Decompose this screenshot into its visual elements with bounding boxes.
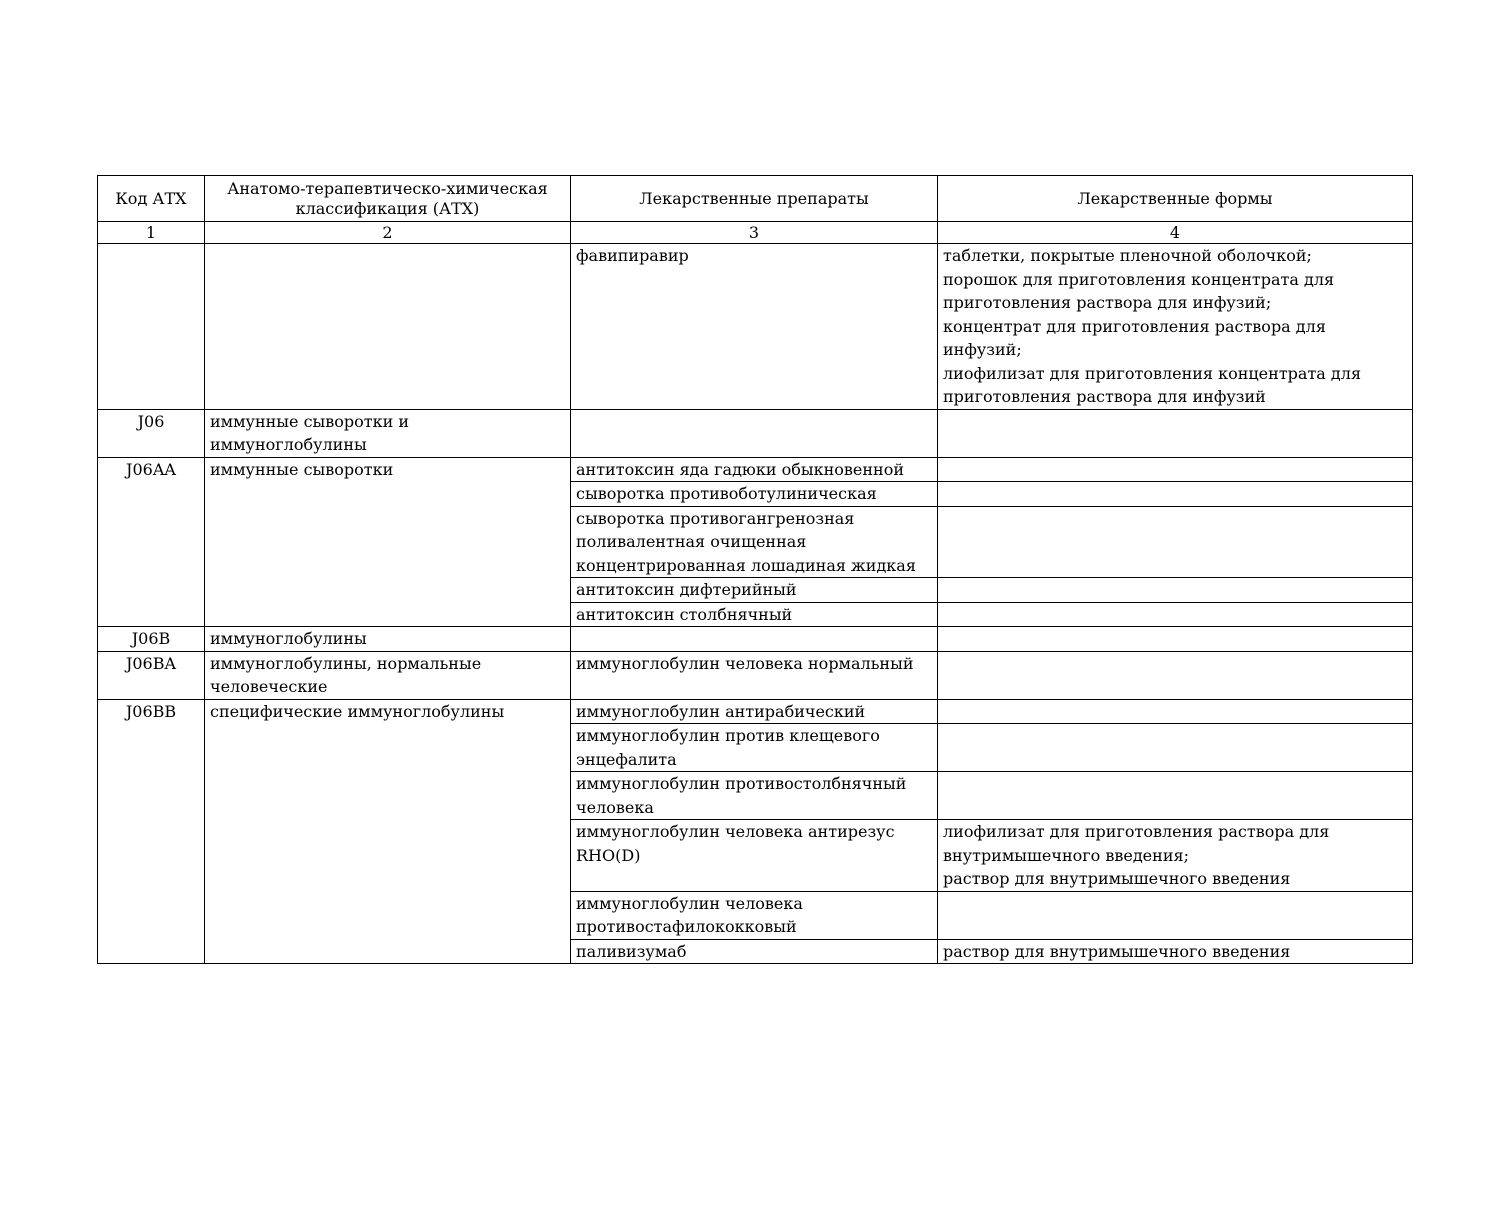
column-number-row <box>98 222 1413 244</box>
forms-cell: лиофилизат для приготовления раствора для внутримышечного введения; раствор для внутримышечного введения <box>938 820 1413 892</box>
drug-cell: антитоксин яда гадюки обыкновенной <box>571 457 938 482</box>
class-cell: иммунные сыворотки <box>205 457 571 627</box>
table-row <box>98 627 1413 652</box>
header-classification: Анатомо-терапевтическо-химическая классификация (АТХ) <box>205 176 571 222</box>
drug-cell <box>571 409 938 457</box>
class-cell: иммунные сыворотки и иммуноглобулины <box>205 409 571 457</box>
column-number: 3 <box>571 222 938 244</box>
drug-cell: сыворотка противогангренозная поливалентная очищенная концентрированная лошадиная жидкая <box>571 506 938 578</box>
header-forms: Лекарственные формы <box>938 176 1413 222</box>
drug-cell: иммуноглобулин человека антирезус RHO(D) <box>571 820 938 892</box>
code-cell: J06BA <box>98 651 205 699</box>
forms-cell <box>938 506 1413 578</box>
table-row <box>98 457 1413 482</box>
forms-cell <box>938 457 1413 482</box>
drug-cell: иммуноглобулин антирабический <box>571 699 938 724</box>
table-row <box>98 409 1413 457</box>
column-number: 4 <box>938 222 1413 244</box>
code-cell: J06B <box>98 627 205 652</box>
forms-cell <box>938 651 1413 699</box>
class-cell: специфические иммуноглобулины <box>205 699 571 964</box>
drug-cell: иммуноглобулин человека нормальный <box>571 651 938 699</box>
drug-cell: иммуноглобулин человека противостафилококковый <box>571 891 938 939</box>
header-code: Код АТХ <box>98 176 205 222</box>
drug-cell: сыворотка противоботулиническая <box>571 482 938 507</box>
forms-cell <box>938 891 1413 939</box>
code-cell: J06AA <box>98 457 205 627</box>
header-row <box>98 176 1413 222</box>
forms-cell <box>938 699 1413 724</box>
code-cell: J06 <box>98 409 205 457</box>
atx-table <box>97 175 1413 964</box>
forms-cell <box>938 772 1413 820</box>
forms-cell <box>938 602 1413 627</box>
code-cell: J06BB <box>98 699 205 964</box>
forms-cell <box>938 409 1413 457</box>
class-cell <box>205 244 571 410</box>
forms-cell <box>938 578 1413 603</box>
drug-cell: антитоксин дифтерийный <box>571 578 938 603</box>
forms-cell <box>938 724 1413 772</box>
code-cell <box>98 244 205 410</box>
drug-cell: антитоксин столбнячный <box>571 602 938 627</box>
forms-cell: раствор для внутримышечного введения <box>938 939 1413 964</box>
forms-cell <box>938 627 1413 652</box>
table-row <box>98 651 1413 699</box>
table-row <box>98 244 1413 410</box>
class-cell: иммуноглобулины <box>205 627 571 652</box>
drug-cell: иммуноглобулин противостолбнячный человека <box>571 772 938 820</box>
column-number: 2 <box>205 222 571 244</box>
drug-cell: иммуноглобулин против клещевого энцефалита <box>571 724 938 772</box>
drug-cell: паливизумаб <box>571 939 938 964</box>
drug-cell <box>571 627 938 652</box>
forms-cell <box>938 482 1413 507</box>
forms-cell: таблетки, покрытые пленочной оболочкой; порошок для приготовления концентрата для приготовления раствора для инфузий; концентрат для приготовления раствора для инфузий; лиофилизат для приготовления концентрата для приготовления раствора для инфузий <box>938 244 1413 410</box>
column-number: 1 <box>98 222 205 244</box>
class-cell: иммуноглобулины, нормальные человеческие <box>205 651 571 699</box>
header-drugs: Лекарственные препараты <box>571 176 938 222</box>
table-row <box>98 699 1413 724</box>
drug-cell: фавипиравир <box>571 244 938 410</box>
